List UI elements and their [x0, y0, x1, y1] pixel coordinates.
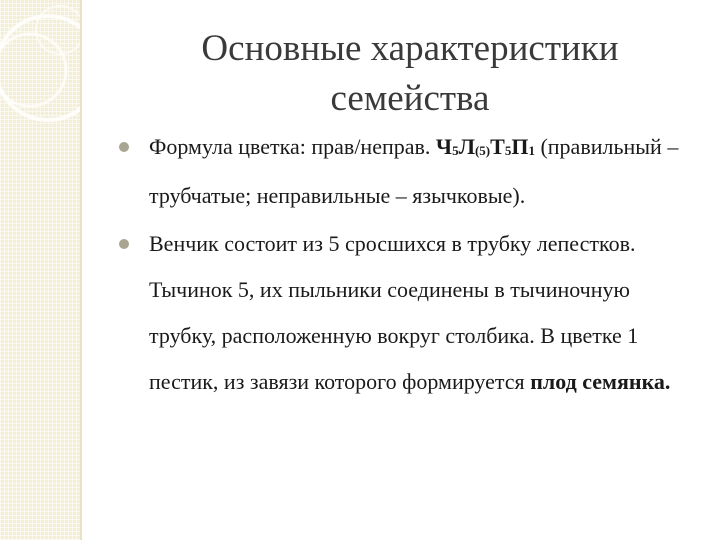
bullet-list: [116, 124, 701, 407]
fruit-type: плод семянка: [530, 369, 665, 394]
formula-pistil-count: 1: [528, 143, 535, 158]
formula-corolla-count: (5): [474, 143, 491, 158]
decorative-side-panel: [0, 0, 80, 540]
formula-corolla: Л: [458, 134, 475, 159]
side-divider: [80, 0, 82, 540]
slide-title: [150, 24, 670, 124]
bullet-corolla-description: [116, 221, 701, 405]
corolla-text: Венчик состоит из 5 сросшихся в трубку лепестков. Тычинок 5, их пыльники соединены в тычиночную трубку, расположенную вокруг столбика. В цветке 1 пестик, из завязи которого формируется: [149, 231, 639, 394]
formula-prefix: Формула цветка: прав/неправ.: [149, 134, 436, 159]
formula-explanation: (правильный – трубчатые; неправильные – язычковые).: [149, 134, 679, 208]
corolla-text-end: .: [664, 369, 671, 394]
formula-stamens-count: 5: [504, 143, 512, 158]
slide-title-line-2: семейства: [330, 78, 490, 119]
formula-stamens: Т: [490, 134, 505, 159]
bullet-dot-icon: [119, 239, 129, 249]
flower-formula: [436, 134, 535, 159]
slide-title-line-1: Основные характеристики: [201, 28, 619, 69]
bullet-flower-formula: [116, 124, 701, 219]
formula-calyx-count: 5: [452, 143, 459, 158]
formula-calyx: Ч: [435, 134, 453, 159]
decorative-circles: [0, 0, 80, 540]
formula-pistil: П: [511, 134, 529, 159]
bullet-dot-icon: [119, 142, 129, 152]
